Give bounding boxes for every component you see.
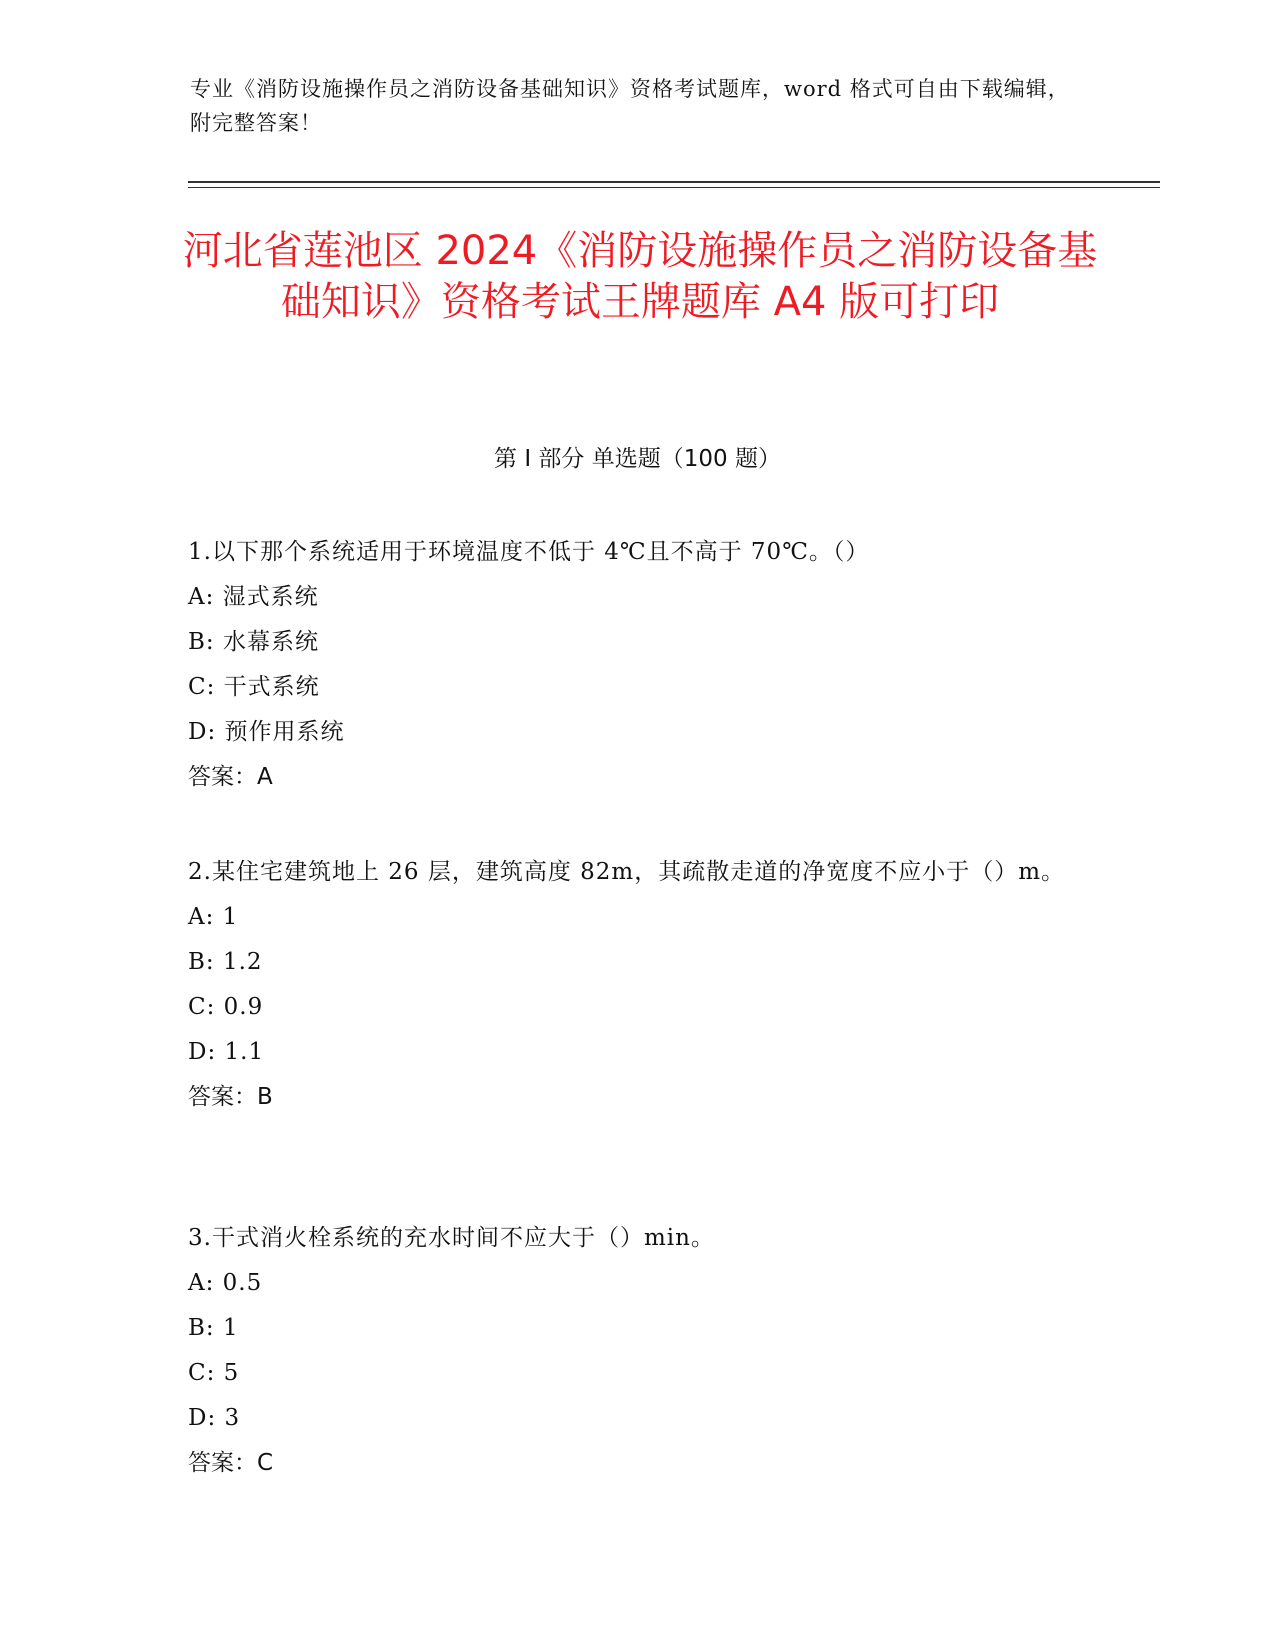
answer-line: 答案：C — [188, 1450, 274, 1476]
question-stem: 3.干式消火栓系统的充水时间不应大于（）min。 — [188, 1225, 715, 1251]
question-block — [188, 850, 1088, 1120]
option-c: C: 干式系统 — [188, 674, 320, 700]
section-heading: 第 I 部分 单选题（100 题） — [494, 446, 781, 472]
header-note: 专业《消防设施操作员之消防设备基础知识》资格考试题库，word 格式可自由下载编辑，附完整答案！ — [190, 77, 1070, 135]
option-b: B: 水幕系统 — [188, 629, 319, 655]
option-a: A: 0.5 — [188, 1270, 263, 1296]
option-d: D: 3 — [188, 1405, 241, 1431]
question-block — [188, 1216, 1088, 1486]
question-stem: 1.以下那个系统适用于环境温度不低于 4℃且不高于 70℃。（） — [188, 539, 870, 565]
option-b: B: 1 — [188, 1315, 239, 1341]
option-b: B: 1.2 — [188, 949, 263, 975]
option-d: D: 预作用系统 — [188, 719, 345, 745]
document-title: 河北省莲池区 2024《消防设施操作员之消防设备基础知识》资格考试王牌题库 A4 版可打印 — [182, 228, 1098, 325]
option-c: C: 0.9 — [188, 994, 264, 1020]
header-rule-thick — [188, 181, 1160, 183]
header-rule-thin — [188, 187, 1160, 188]
option-a: A: 1 — [188, 904, 239, 930]
answer-line: 答案：B — [188, 1084, 273, 1110]
option-d: D: 1.1 — [188, 1039, 265, 1065]
option-c: C: 5 — [188, 1360, 240, 1386]
question-block — [188, 530, 1088, 800]
question-stem: 2.某住宅建筑地上 26 层，建筑高度 82m，其疏散走道的净宽度不应小于（）m。 — [188, 859, 1066, 885]
option-a: A: 湿式系统 — [188, 584, 319, 610]
answer-line: 答案：A — [188, 764, 273, 790]
